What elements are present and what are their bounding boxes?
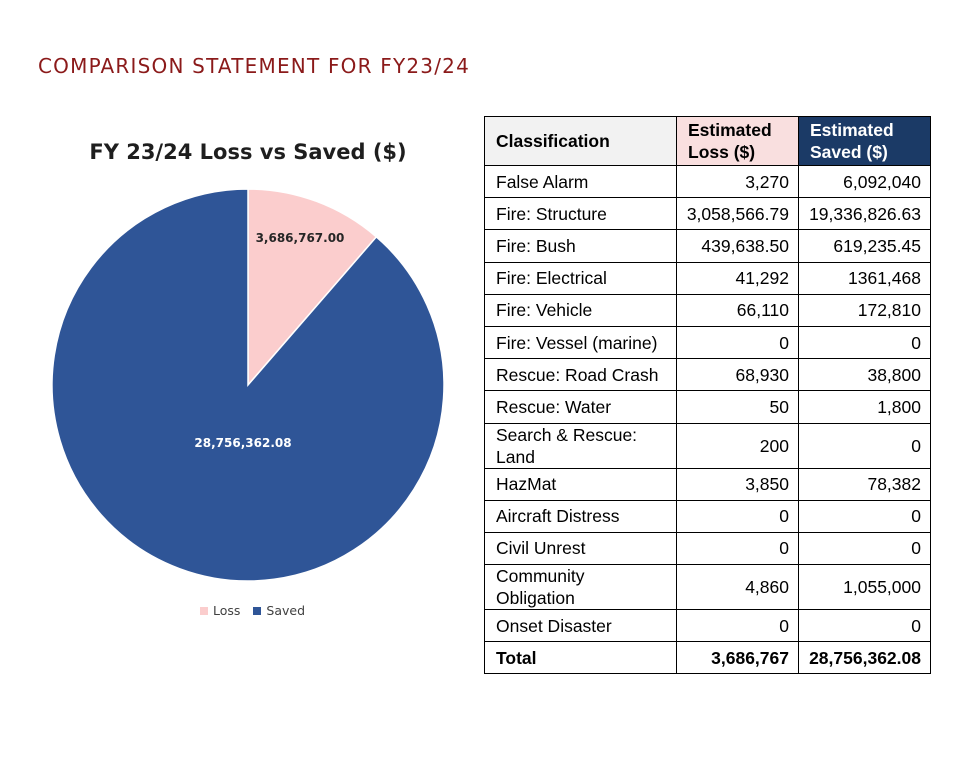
legend-label-loss: Loss (213, 603, 241, 618)
legend-swatch-saved (253, 607, 261, 615)
cell-estimated-loss: 439,638.50 (677, 230, 799, 262)
cell-classification: Civil Unrest (485, 532, 677, 564)
table-header-row (485, 117, 931, 166)
cell-estimated-saved: 0 (799, 500, 931, 532)
cell-classification: Rescue: Water (485, 391, 677, 423)
header-classification: Classification (485, 117, 677, 166)
cell-estimated-saved: 19,336,826.63 (799, 198, 931, 230)
cell-estimated-loss: 68,930 (677, 359, 799, 391)
table-total-row (485, 642, 931, 674)
cell-classification: Aircraft Distress (485, 500, 677, 532)
page-title: COMPARISON STATEMENT FOR FY23/24 (38, 54, 471, 78)
table-row (485, 262, 931, 294)
legend-swatch-loss (200, 607, 208, 615)
header-estimated-saved: Estimated Saved ($) (799, 117, 931, 166)
legend-item-loss (200, 603, 240, 618)
cell-estimated-saved: 28,756,362.08 (799, 642, 931, 674)
cell-estimated-loss: 0 (677, 500, 799, 532)
table-row (485, 294, 931, 326)
header-estimated-loss: Estimated Loss ($) (677, 117, 799, 166)
cell-classification: Rescue: Road Crash (485, 359, 677, 391)
table-row (485, 610, 931, 642)
cell-classification: Fire: Bush (485, 230, 677, 262)
cell-estimated-saved: 0 (799, 423, 931, 468)
chart-legend (200, 603, 313, 618)
data-label-loss: 3,686,767.00 (255, 231, 345, 245)
cell-estimated-loss: 66,110 (677, 294, 799, 326)
table-body (485, 166, 931, 674)
cell-estimated-loss: 41,292 (677, 262, 799, 294)
cell-estimated-saved: 1361,468 (799, 262, 931, 294)
cell-estimated-saved: 38,800 (799, 359, 931, 391)
table-row (485, 423, 931, 468)
table-row (485, 326, 931, 358)
pie-slice-saved (52, 189, 444, 581)
cell-estimated-loss: 3,270 (677, 166, 799, 198)
table-row (485, 391, 931, 423)
cell-estimated-saved: 1,800 (799, 391, 931, 423)
cell-estimated-saved: 1,055,000 (799, 565, 931, 610)
cell-estimated-loss: 3,058,566.79 (677, 198, 799, 230)
cell-estimated-saved: 0 (799, 610, 931, 642)
cell-classification: Fire: Structure (485, 198, 677, 230)
cell-classification: Search & Rescue: Land (485, 423, 677, 468)
data-label-saved: 28,756,362.08 (194, 436, 292, 450)
cell-classification: Total (485, 642, 677, 674)
comparison-table (484, 116, 931, 674)
cell-estimated-saved: 172,810 (799, 294, 931, 326)
table-row (485, 468, 931, 500)
cell-estimated-loss: 3,686,767 (677, 642, 799, 674)
table-row (485, 500, 931, 532)
cell-estimated-saved: 0 (799, 532, 931, 564)
cell-estimated-loss: 200 (677, 423, 799, 468)
cell-estimated-loss: 50 (677, 391, 799, 423)
table-row (485, 532, 931, 564)
chart-title: FY 23/24 Loss vs Saved ($) (89, 140, 407, 164)
cell-estimated-saved: 619,235.45 (799, 230, 931, 262)
cell-estimated-loss: 0 (677, 610, 799, 642)
cell-estimated-loss: 0 (677, 532, 799, 564)
table-row (485, 198, 931, 230)
cell-classification: Fire: Vessel (marine) (485, 326, 677, 358)
cell-estimated-saved: 0 (799, 326, 931, 358)
cell-classification: HazMat (485, 468, 677, 500)
table-row (485, 359, 931, 391)
cell-estimated-loss: 4,860 (677, 565, 799, 610)
cell-estimated-loss: 3,850 (677, 468, 799, 500)
cell-classification: Fire: Electrical (485, 262, 677, 294)
cell-estimated-saved: 78,382 (799, 468, 931, 500)
table-row (485, 565, 931, 610)
cell-classification: Fire: Vehicle (485, 294, 677, 326)
cell-classification: Community Obligation (485, 565, 677, 610)
table-row (485, 166, 931, 198)
legend-item-saved (253, 603, 305, 618)
cell-estimated-loss: 0 (677, 326, 799, 358)
cell-estimated-saved: 6,092,040 (799, 166, 931, 198)
legend-label-saved: Saved (266, 603, 306, 618)
cell-classification: Onset Disaster (485, 610, 677, 642)
table-row (485, 230, 931, 262)
cell-classification: False Alarm (485, 166, 677, 198)
